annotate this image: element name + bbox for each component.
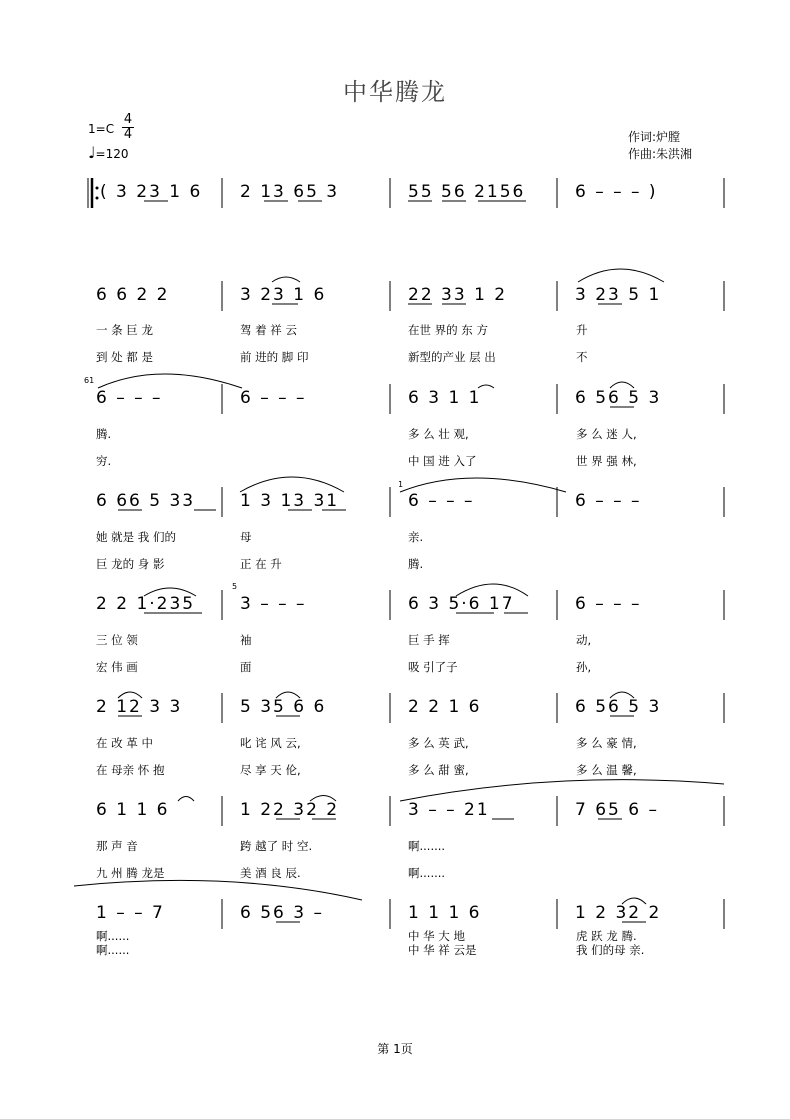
row0-m2: 2 13 65 3	[240, 182, 340, 202]
row6-m3: 3 – – 21	[408, 800, 490, 820]
row1-m4: 3 23 5 1	[575, 285, 662, 305]
marker-5: 5	[232, 582, 238, 591]
quarter-note-icon: ♩	[88, 143, 96, 162]
row4-m1: 2 2 1·235	[96, 594, 196, 614]
row5-l1c: 多 么 英 武,	[408, 736, 469, 750]
row5-m3: 2 2 1 6	[408, 697, 482, 717]
row5-l1a: 在 改 革 中	[96, 736, 153, 750]
page-number: 第 1页	[377, 1042, 413, 1056]
row4-l1c: 巨 手 挥	[408, 633, 450, 647]
row2-l1a: 腾.	[96, 427, 112, 441]
row2-l2d: 世 界 强 林,	[576, 454, 637, 468]
marker-61: 61	[84, 376, 95, 385]
row0-m3: 55 56 2156	[408, 182, 526, 202]
row3-m1: 6 66 5 33	[96, 491, 196, 511]
row1-l2d: 不	[576, 350, 588, 364]
row2-l1d: 多 么 迷 人,	[576, 427, 637, 441]
row4-l2d: 孙,	[576, 660, 592, 674]
row4-l1a: 三 位 领	[96, 633, 138, 647]
row5-m4: 6 56 5 3	[575, 697, 662, 717]
row3-m2: 1 3 13 31	[240, 491, 340, 511]
row2-m2: 6 – – –	[240, 388, 307, 408]
row0-m4: 6 – – – )	[575, 182, 658, 202]
row7-l1a: 啊......	[96, 929, 130, 943]
row6-l2c: 啊.......	[408, 866, 446, 880]
row6-l1b: 跨 越了 时 空.	[240, 839, 313, 853]
row7-l2d: 我 们的母 亲.	[576, 943, 645, 957]
row6-l1c: 啊.......	[408, 839, 446, 853]
row4-m2: 3 – – –	[240, 594, 307, 614]
composer: 作曲:朱洪湘	[628, 147, 693, 161]
row7-l2c: 中 华 祥 云是	[408, 943, 477, 957]
row1-l2b: 前 进的 脚 印	[240, 350, 309, 364]
row5-l1d: 多 么 豪 情,	[576, 736, 637, 750]
row7-m4: 1 2 32 2	[575, 903, 662, 923]
row3-l1c: 亲.	[408, 530, 424, 544]
row2-l2c: 中 国 进 入了	[408, 454, 477, 468]
row5-l2b: 尽 享 天 伦,	[240, 763, 301, 777]
row7-m1: 1 – – 7	[96, 903, 165, 923]
row6-l1a: 那 声 音	[96, 839, 138, 853]
row4-l1d: 动,	[576, 633, 592, 647]
row4-m3: 6 3 5·6 17	[408, 594, 515, 614]
row4-l2b: 面	[240, 660, 252, 674]
row1-l1d: 升	[576, 323, 588, 337]
row3-l2c: 腾.	[408, 557, 424, 571]
row6-m4: 7 65 6 –	[575, 800, 659, 820]
row1-l1a: 一 条 巨 龙	[96, 323, 153, 337]
time-sig-top: 4	[123, 112, 133, 127]
row7-m3: 1 1 1 6	[408, 903, 482, 923]
row1-l1b: 驾 着 祥 云	[240, 323, 297, 337]
row3-l2a: 巨 龙的 身 影	[96, 557, 165, 571]
row1-m3: 22 33 1 2	[408, 285, 508, 305]
row4-l2a: 宏 伟 画	[96, 660, 138, 674]
row7-m2: 6 56 3 –	[240, 903, 324, 923]
row6-m2: 1 22 32 2	[240, 800, 340, 820]
row3-l2b: 正 在 升	[240, 557, 282, 571]
row1-m1: 6 6 2 2	[96, 285, 170, 305]
row1-l2c: 新型的产业 层 出	[408, 350, 496, 364]
row3-m3: 6 – – –	[408, 491, 475, 511]
row4-m4: 6 – – –	[575, 594, 642, 614]
row6-l2b: 美 酒 良 辰.	[240, 866, 301, 880]
row5-l2c: 多 么 甜 蜜,	[408, 763, 469, 777]
row3-l1a: 她 就是 我 们的	[96, 530, 176, 544]
tempo-value: =120	[95, 147, 129, 161]
row4-l2c: 吸 引了子	[408, 660, 458, 674]
row0-m1: ( 3 23 1 6	[100, 182, 203, 202]
row7-l1d: 虎 跃 龙 腾.	[576, 929, 637, 943]
row5-m2: 5 35 6 6	[240, 697, 327, 717]
row2-m4: 6 56 5 3	[575, 388, 662, 408]
row2-m1: 6 – – –	[96, 388, 163, 408]
row5-l2d: 多 么 温 馨,	[576, 763, 637, 777]
row3-l1b: 母	[240, 530, 252, 544]
key-signature: 1=C	[88, 122, 115, 136]
row7-l2a: 啊......	[96, 943, 130, 957]
row5-l2a: 在 母亲 怀 抱	[96, 763, 165, 777]
row4-l1b: 袖	[240, 633, 252, 647]
row7-l1c: 中 华 大 地	[408, 929, 465, 943]
row1-l1c: 在世 界的 东 方	[408, 323, 488, 337]
row5-m1: 2 12 3 3	[96, 697, 183, 717]
row2-l1c: 多 么 壮 观,	[408, 427, 469, 441]
row5-l1b: 叱 诧 风 云,	[240, 736, 301, 750]
row6-m1: 6 1 1 6	[96, 800, 170, 820]
row6-l2a: 九 州 腾 龙是	[96, 866, 165, 880]
lyricist: 作词:炉膛	[628, 130, 681, 144]
song-title: 中华腾龙	[343, 78, 447, 106]
row1-m2: 3 23 1 6	[240, 285, 327, 305]
marker-1: 1	[398, 480, 404, 489]
row1-l2a: 到 处 都 是	[96, 350, 153, 364]
row2-m3: 6 3 1 1	[408, 388, 482, 408]
row3-m4: 6 – – –	[575, 491, 642, 511]
time-sig-bottom: 4	[123, 127, 133, 142]
row2-l2a: 穷.	[96, 454, 112, 468]
